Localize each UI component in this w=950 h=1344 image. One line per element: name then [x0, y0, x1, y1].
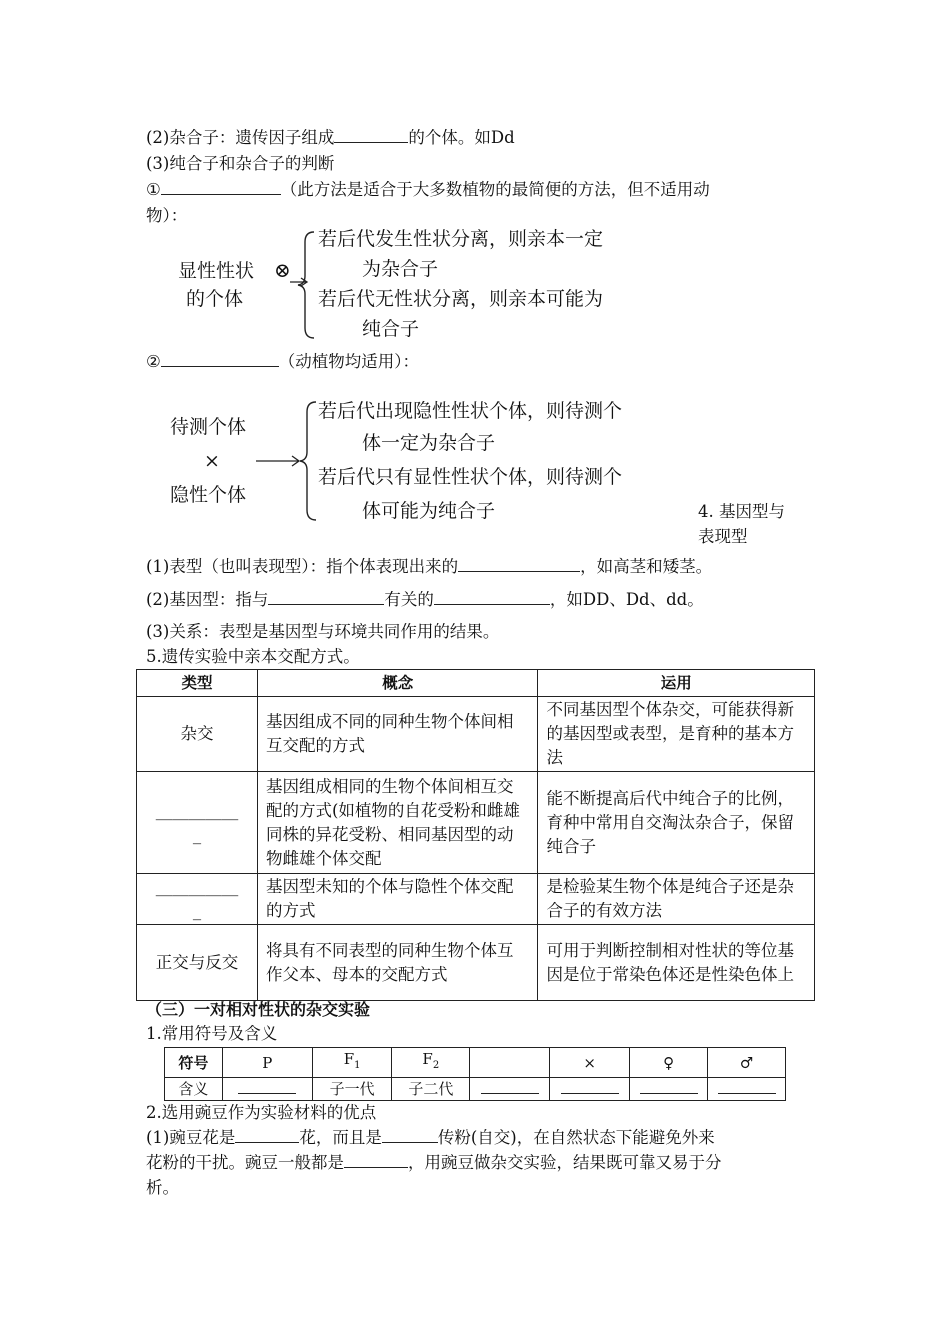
text-line — [146, 555, 712, 579]
text-segment: 的个体。如Dd — [408, 128, 515, 147]
text-line: (3)关系：表型是基因型与环境共同作用的结果。 — [146, 622, 500, 641]
text-segment: (1)表型（也叫表现型）：指个体表现出来的 — [146, 557, 459, 576]
section-heading: 表现型 — [698, 527, 748, 546]
symbol-cell — [312, 1048, 392, 1078]
text-line — [146, 1151, 722, 1175]
fill-blank[interactable] — [434, 590, 550, 605]
text-line: 物）： — [146, 206, 188, 225]
symbol-cell — [392, 1048, 470, 1078]
cell-use: 不同基因型个体杂交，可能获得新的基因型或表型，是育种的基本方法 — [538, 697, 815, 772]
text-segment: (2)基因型：指与 — [146, 590, 269, 609]
text-segment: ，用豌豆做杂交实验，结果既可靠又易于分 — [408, 1153, 722, 1172]
text-segment: 花，而且是 — [299, 1128, 382, 1147]
text-line — [146, 1126, 715, 1150]
section-heading: 4. 基因型与 — [698, 502, 785, 521]
arrow-icon — [290, 277, 310, 287]
diagram-outcome: 若后代只有显性性状个体，则待测个 — [318, 466, 623, 488]
cell-use: 是检验某生物个体是纯合子还是杂合子的有效方法 — [538, 874, 815, 925]
meaning-blank[interactable] — [630, 1078, 708, 1101]
diagram-outcome: 体可能为纯合子 — [362, 500, 496, 522]
fill-blank[interactable] — [235, 1128, 299, 1143]
text-line — [146, 178, 710, 202]
table-row — [137, 874, 815, 925]
symbol-cell-empty[interactable] — [470, 1048, 550, 1078]
text-line: (3)纯合子和杂合子的判断 — [146, 154, 335, 173]
text-segment: （动植物均适用）： — [278, 352, 420, 371]
diagram-outcome: 纯合子 — [362, 318, 420, 340]
cross-symbol: × — [204, 450, 220, 472]
table-header: 概念 — [257, 670, 538, 697]
diagram-left-label: 显性性状 — [178, 260, 255, 282]
row-label: 含义 — [165, 1078, 223, 1101]
table-row — [137, 697, 815, 772]
diagram-outcome: 若后代无性状分离，则亲本可能为 — [318, 288, 604, 310]
cell-concept: 基因型未知的个体与隐性个体交配的方式 — [257, 874, 538, 925]
diagram-outcome: 为杂合子 — [362, 258, 439, 280]
mating-table — [136, 669, 815, 1001]
diagram-left-label: 待测个体 — [170, 416, 247, 438]
selfing-symbol: ⊗ — [274, 258, 291, 282]
text-segment: 有关的 — [384, 590, 434, 609]
fill-blank[interactable] — [382, 1128, 438, 1143]
diagram-outcome: 体一定为杂合子 — [362, 432, 496, 454]
text-line — [146, 588, 704, 612]
male-icon: ♂ — [708, 1048, 786, 1078]
diagram-left-label: 隐性个体 — [170, 484, 247, 506]
cell-type-blank[interactable]: __________ _ — [137, 772, 258, 874]
table-header-row — [137, 670, 815, 697]
fill-blank[interactable] — [268, 590, 384, 605]
fill-blank[interactable] — [481, 1081, 539, 1094]
text-line — [146, 350, 419, 374]
fill-blank[interactable] — [458, 557, 580, 572]
symbol-cell: P — [222, 1048, 312, 1078]
female-icon: ♀ — [630, 1048, 708, 1078]
symbol-subscript: 2 — [432, 1060, 440, 1071]
symbol-text: F — [422, 1050, 433, 1068]
table-row — [137, 772, 815, 874]
text-segment: (2)杂合子：遗传因子组成 — [146, 128, 335, 147]
symbol-text: F — [343, 1050, 355, 1068]
fill-blank[interactable] — [640, 1081, 698, 1094]
diagram-left-label: 的个体 — [186, 288, 244, 310]
text-segment: ，如高茎和矮茎。 — [580, 557, 713, 576]
text-segment: (1)豌豆花是 — [146, 1128, 236, 1147]
text-line: 1.常用符号及含义 — [146, 1024, 278, 1043]
meaning-cell: 子一代 — [312, 1078, 392, 1101]
text-segment: 花粉的干扰。豌豆一般都是 — [146, 1153, 344, 1172]
brace-icon — [298, 398, 318, 524]
diagram-outcome: 若后代出现隐性性状个体，则待测个 — [318, 400, 623, 422]
section-title: （三）一对相对性状的杂交实验 — [146, 1000, 371, 1019]
table-row — [137, 925, 815, 1001]
table-header: 运用 — [538, 670, 815, 697]
text-segment: ① — [146, 180, 161, 199]
cell-concept: 基因组成不同的同种生物个体间相互交配的方式 — [257, 697, 538, 772]
fill-blank[interactable] — [718, 1081, 776, 1094]
fill-blank[interactable] — [344, 1153, 408, 1168]
cell-concept: 将具有不同表型的同种生物个体互作父本、母本的交配方式 — [257, 925, 538, 1001]
diagram-outcome: 若后代发生性状分离，则亲本一定 — [318, 228, 604, 250]
fill-blank[interactable] — [334, 128, 408, 143]
symbol-subscript: 1 — [354, 1060, 361, 1071]
fill-blank[interactable] — [561, 1081, 619, 1094]
cell-use: 能不断提高后代中纯合子的比例，育种中常用自交淘汰杂合子，保留纯合子 — [538, 772, 815, 874]
meaning-blank[interactable] — [708, 1078, 786, 1101]
table-header: 类型 — [137, 670, 258, 697]
meaning-blank[interactable] — [470, 1078, 550, 1101]
cell-type: 正交与反交 — [137, 925, 258, 1001]
symbol-row — [165, 1048, 786, 1078]
fill-blank[interactable] — [238, 1081, 296, 1094]
arrow-icon — [256, 455, 304, 467]
cell-type: 杂交 — [137, 697, 258, 772]
row-label: 符号 — [165, 1048, 223, 1078]
text-line: 2.选用豌豆作为实验材料的优点 — [146, 1103, 377, 1122]
cell-concept: 基因组成相同的生物个体间相互交配的方式(如植物的自花受粉和雌雄同株的异花受粉、相同基因型的动物雌雄个体交配 — [257, 772, 538, 874]
text-segment: ，如DD、Dd、dd。 — [549, 590, 704, 609]
meaning-cell: 子二代 — [392, 1078, 470, 1101]
text-line — [146, 126, 515, 150]
meaning-blank[interactable] — [550, 1078, 630, 1101]
text-segment: ② — [146, 352, 161, 371]
meaning-blank[interactable] — [222, 1078, 312, 1101]
symbol-table — [164, 1047, 786, 1101]
text-line: 5.遗传实验中亲本交配方式。 — [146, 647, 360, 666]
text-segment: （此方法是适合于大多数植物的最简便的方法，但不适用动 — [280, 180, 710, 199]
text-line: 析。 — [146, 1178, 179, 1197]
fill-blank[interactable] — [161, 352, 279, 367]
symbol-cell: × — [550, 1048, 630, 1078]
cell-use: 可用于判断控制相对性状的等位基因是位于常染色体还是性染色体上 — [538, 925, 815, 1001]
text-segment: 传粉(自交)，在自然状态下能避免外来 — [437, 1128, 715, 1147]
cell-type-blank[interactable]: __________ _ — [137, 874, 258, 925]
fill-blank[interactable] — [161, 180, 281, 195]
meaning-row — [165, 1078, 786, 1101]
